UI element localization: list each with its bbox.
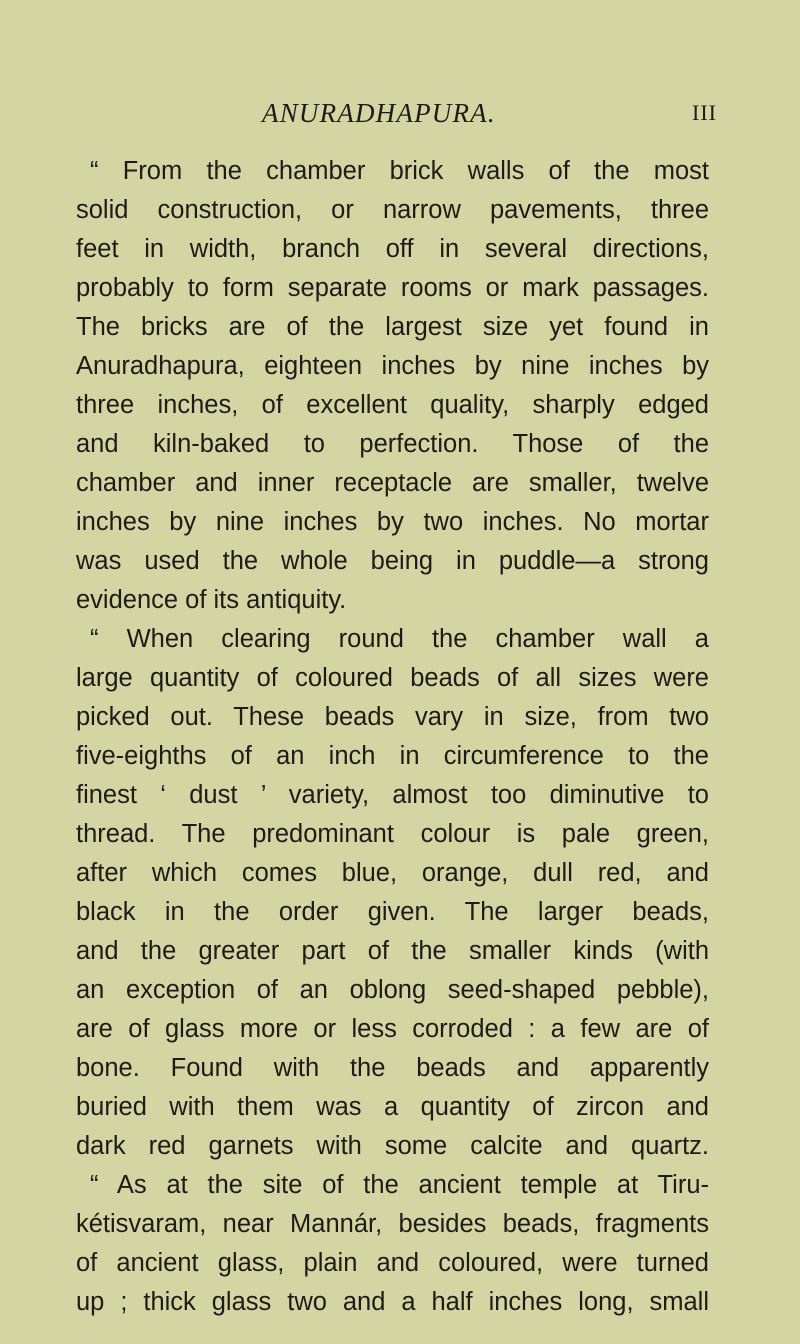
text-line: Anuradhapura, eighteen inches by nine inches by bbox=[76, 352, 709, 380]
running-head bbox=[0, 98, 800, 138]
text-line: and the greater part of the smaller kinds (with bbox=[76, 937, 709, 965]
text-line: three inches, of excellent quality, sharply edged bbox=[76, 391, 709, 419]
text-line: up ; thick glass two and a half inches long, small bbox=[76, 1288, 709, 1316]
text-line: picked out. These beads vary in size, from two bbox=[76, 703, 709, 731]
text-line: “ When clearing round the chamber wall a bbox=[90, 625, 709, 653]
text-line: was used the whole being in puddle—a strong bbox=[76, 547, 709, 575]
text-line: an exception of an oblong seed-shaped pebble), bbox=[76, 976, 709, 1004]
text-line: evidence of its antiquity. bbox=[76, 586, 347, 614]
text-line: solid construction, or narrow pavements, three bbox=[76, 196, 709, 224]
text-line: buried with them was a quantity of zircon and bbox=[76, 1093, 709, 1121]
text-line: The bricks are of the largest size yet found in bbox=[76, 313, 709, 341]
running-title: ANURADHAPURA. bbox=[262, 98, 496, 128]
text-line: finest ‘ dust ’ variety, almost too diminutive to bbox=[76, 781, 709, 809]
text-line: feet in width, branch off in several directions, bbox=[76, 235, 709, 263]
text-line: black in the order given. The larger beads, bbox=[76, 898, 709, 926]
text-line: probably to form separate rooms or mark passages. bbox=[76, 274, 709, 302]
text-line: and kiln-baked to perfection. Those of the bbox=[76, 430, 709, 458]
text-line: thread. The predominant colour is pale green, bbox=[76, 820, 709, 848]
text-line: “ From the chamber brick walls of the most bbox=[90, 157, 709, 185]
text-line: kétisvaram, near Mannár, besides beads, fragments bbox=[76, 1210, 709, 1238]
text-line: after which comes blue, orange, dull red, and bbox=[76, 859, 709, 887]
text-line: “ As at the site of the ancient temple at Tiru- bbox=[90, 1171, 709, 1199]
text-line: large quantity of coloured beads of all sizes were bbox=[76, 664, 709, 692]
text-line: chamber and inner receptacle are smaller, twelve bbox=[76, 469, 709, 497]
page-number: III bbox=[692, 100, 717, 125]
text-line: inches by nine inches by two inches. No mortar bbox=[76, 508, 709, 536]
text-line: five-eighths of an inch in circumference to the bbox=[76, 742, 709, 770]
text-line: are of glass more or less corroded : a few are of bbox=[76, 1015, 709, 1043]
text-line: bone. Found with the beads and apparently bbox=[76, 1054, 709, 1082]
text-line: dark red garnets with some calcite and quartz. bbox=[76, 1132, 709, 1160]
text-line: of ancient glass, plain and coloured, were turned bbox=[76, 1249, 709, 1277]
body-text bbox=[76, 152, 709, 1322]
